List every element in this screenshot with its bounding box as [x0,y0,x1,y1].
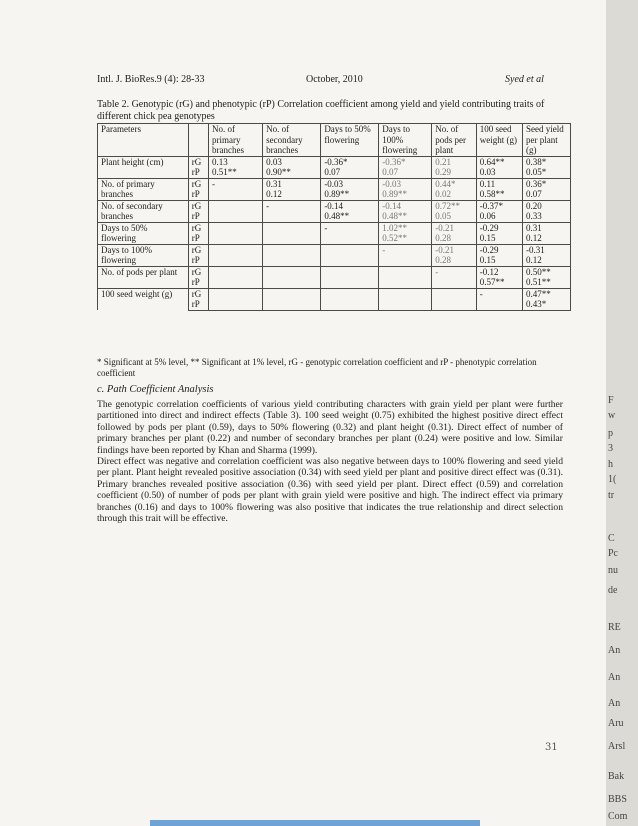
cell-secondary-branches: - [263,200,321,211]
cell-seed-yield: 0.47** [523,288,571,299]
cell-coef-type: rG [188,266,208,277]
cell-100-seed-weight: 0.15 [476,255,522,266]
table-row [98,222,571,233]
row-parameter-label: No. of secondary branches [98,200,189,222]
cell-100-seed-weight: -0.29 [476,244,522,255]
adjacent-page-fragment: Arsl [608,741,626,752]
scanner-edge-strip [150,820,480,826]
cell-100-seed-weight: 0.06 [476,211,522,222]
cell-primary-branches [208,211,262,222]
cell-days-100-flowering: 0.52** [379,233,432,244]
issue-date: October, 2010 [306,74,363,85]
col-header-days-100-flowering: Days to 100% flowering [379,124,432,157]
cell-days-100-flowering: 1.02** [379,222,432,233]
adjacent-page-fragment: F [608,395,614,406]
cell-coef-type: rG [188,222,208,233]
cell-coef-type: rG [188,178,208,189]
table-caption-text: Genotypic (rG) and phenotypic (rP) Correlation coefficient among yield and yield contributing traits of different chick pea genotypes [97,99,545,122]
adjacent-page-fragment: C [608,533,615,544]
adjacent-page-fragment: tr [608,490,615,501]
cell-days-50-flowering: -0.14 [321,200,379,211]
cell-secondary-branches [263,211,321,222]
table-row [98,178,571,189]
body-paragraph: The genotypic correlation coefficients of various yield contributing characters with grain yield per plant were further partitioned into direct and indirect effects (Table 3). 100 seed weight (0.75) exhibited the highest positive direct effect followed by pods per plant (0.59), days to 50% flowering (0.32) and plant height (0.31). Direct effect of number of primary branches per plant (0.22) and number of secondary branches per plant (0.24) were positive and low. Similar findings have been reported by Khan and Sharma (1999). [97,399,563,456]
cell-days-100-flowering: -0.14 [379,200,432,211]
section-heading: c. Path Coefficient Analysis [97,384,214,395]
cell-primary-branches [208,244,262,255]
cell-pods-per-plant [432,288,477,299]
cell-pods-per-plant: 0.21 [432,156,477,167]
cell-primary-branches [208,299,262,310]
col-header-pods-per-plant: No. of pods per plant [432,124,477,157]
cell-primary-branches [208,200,262,211]
cell-100-seed-weight: -0.29 [476,222,522,233]
cell-secondary-branches: 0.12 [263,189,321,200]
cell-secondary-branches [263,277,321,288]
cell-pods-per-plant: 0.02 [432,189,477,200]
cell-coef-type: rG [188,156,208,167]
table-caption [97,99,567,123]
cell-coef-type: rG [188,288,208,299]
table-caption-label: Table 2. [97,99,130,110]
cell-100-seed-weight: 0.64** [476,156,522,167]
cell-seed-yield: 0.51** [523,277,571,288]
cell-pods-per-plant [432,299,477,310]
cell-seed-yield: 0.33 [523,211,571,222]
col-header-coefficient-type [188,124,208,157]
cell-secondary-branches [263,255,321,266]
cell-primary-branches: - [208,178,262,189]
cell-coef-type: rG [188,244,208,255]
cell-days-100-flowering: -0.03 [379,178,432,189]
cell-100-seed-weight [476,299,522,310]
page-number: 31 [545,742,558,753]
adjacent-page-fragment: p [608,428,613,439]
cell-pods-per-plant: -0.21 [432,244,477,255]
adjacent-page-fragment: Pc [608,548,618,559]
cell-seed-yield: 0.50** [523,266,571,277]
cell-100-seed-weight: 0.15 [476,233,522,244]
cell-pods-per-plant: 0.72** [432,200,477,211]
cell-days-100-flowering [379,277,432,288]
col-header-secondary-branches: No. of secondary branches [263,124,321,157]
journal-citation: Intl. J. BioRes.9 (4): 28-33 [97,74,205,85]
cell-secondary-branches [263,244,321,255]
row-parameter-label: Plant height (cm) [98,156,189,178]
cell-primary-branches: 0.13 [208,156,262,167]
author-running-head: Syed et al [505,74,544,85]
cell-pods-per-plant: 0.44* [432,178,477,189]
cell-days-50-flowering [321,244,379,255]
adjacent-page-fragment: w [608,410,616,421]
body-paragraph: Direct effect was negative and correlation coefficient was also negative between days to 100% flowering and seed yield per plant. Plant height revealed positive association (0.34) with seed yield per plant and positive direct effect was (0.31). Primary branches revealed positive association (0.36) with seed yield per plant. Direct effect (0.59) and correlation coefficient (0.50) of number of pods per plant with grain yield were positive and high. The indirect effect via primary branches (0.16) and days to 100% flowering was also positive that indicates the true relationship and direct selection through this trait will be effective. [97,456,563,525]
cell-100-seed-weight: - [476,288,522,299]
cell-primary-branches [208,266,262,277]
cell-days-100-flowering: 0.89** [379,189,432,200]
cell-seed-yield: 0.36* [523,178,571,189]
cell-100-seed-weight: 0.11 [476,178,522,189]
cell-100-seed-weight: 0.58** [476,189,522,200]
cell-secondary-branches: 0.03 [263,156,321,167]
cell-seed-yield: 0.31 [523,222,571,233]
table-row [98,288,571,299]
cell-100-seed-weight: 0.57** [476,277,522,288]
table-body [98,156,571,310]
adjacent-page-edge [606,0,638,826]
cell-days-100-flowering [379,288,432,299]
adjacent-page-fragment: An [608,698,621,709]
row-parameter-label: 100 seed weight (g) [98,288,189,310]
cell-days-100-flowering: 0.48** [379,211,432,222]
cell-primary-branches [208,222,262,233]
cell-coef-type: rP [188,189,208,200]
row-parameter-label: No. of primary branches [98,178,189,200]
cell-pods-per-plant [432,277,477,288]
cell-seed-yield: 0.38* [523,156,571,167]
adjacent-page-fragment: An [608,645,621,656]
cell-days-100-flowering [379,299,432,310]
cell-days-50-flowering: - [321,222,379,233]
col-header-primary-branches: No. of primary branches [208,124,262,157]
cell-days-50-flowering: 0.07 [321,167,379,178]
cell-pods-per-plant: 0.29 [432,167,477,178]
adjacent-page-fragment: 3 [608,443,613,454]
table-row [98,266,571,277]
cell-primary-branches [208,233,262,244]
row-parameter-label: Days to 50% flowering [98,222,189,244]
cell-pods-per-plant: 0.28 [432,255,477,266]
row-parameter-label: Days to 100% flowering [98,244,189,266]
cell-seed-yield: 0.07 [523,189,571,200]
adjacent-page-fragment: de [608,585,618,596]
table-header-row [98,124,571,157]
adjacent-page-fragment: Bak [608,771,625,782]
cell-days-50-flowering [321,255,379,266]
cell-days-50-flowering: -0.03 [321,178,379,189]
cell-coef-type: rP [188,211,208,222]
cell-primary-branches: 0.51** [208,167,262,178]
adjacent-page-fragment: An [608,672,621,683]
adjacent-page-fragment: BBS [608,794,627,805]
adjacent-page-fragment: 1( [608,474,617,485]
cell-100-seed-weight: -0.37* [476,200,522,211]
cell-primary-branches [208,288,262,299]
cell-seed-yield: 0.43* [523,299,571,310]
cell-days-50-flowering: 0.89** [321,189,379,200]
table-footnote: * Significant at 5% level, ** Significant at 1% level, rG - genotypic correlation coefficient and rP - phenotypic correlation coefficient [97,357,537,378]
cell-secondary-branches [263,288,321,299]
cell-seed-yield: 0.12 [523,233,571,244]
cell-secondary-branches: 0.31 [263,178,321,189]
cell-days-100-flowering [379,266,432,277]
cell-pods-per-plant: -0.21 [432,222,477,233]
cell-days-50-flowering [321,277,379,288]
cell-secondary-branches [263,222,321,233]
table-row [98,156,571,167]
cell-secondary-branches [263,233,321,244]
col-header-100-seed-weight: 100 seed weight (g) [476,124,522,157]
cell-coef-type: rG [188,200,208,211]
adjacent-page-fragment: Aru [608,718,624,729]
col-header-parameters: Parameters [98,124,189,157]
row-parameter-label: No. of pods per plant [98,266,189,288]
cell-days-100-flowering: -0.36* [379,156,432,167]
correlation-table [97,123,571,311]
cell-primary-branches [208,255,262,266]
adjacent-page-fragment: Com [608,811,628,822]
cell-days-50-flowering [321,299,379,310]
col-header-seed-yield: Seed yield per plant (g) [523,124,571,157]
cell-primary-branches [208,277,262,288]
cell-days-100-flowering [379,255,432,266]
cell-coef-type: rP [188,299,208,310]
cell-days-50-flowering [321,233,379,244]
cell-100-seed-weight: 0.03 [476,167,522,178]
cell-seed-yield: 0.20 [523,200,571,211]
cell-pods-per-plant: - [432,266,477,277]
section-body [97,399,563,524]
cell-days-50-flowering: 0.48** [321,211,379,222]
table-row [98,200,571,211]
cell-seed-yield: 0.05* [523,167,571,178]
cell-pods-per-plant: 0.28 [432,233,477,244]
adjacent-page-fragment: h [608,459,613,470]
cell-coef-type: rP [188,277,208,288]
table-row [98,244,571,255]
cell-secondary-branches [263,266,321,277]
cell-primary-branches [208,189,262,200]
cell-secondary-branches [263,299,321,310]
cell-100-seed-weight: -0.12 [476,266,522,277]
adjacent-page-fragment: RE [608,622,621,633]
cell-coef-type: rP [188,167,208,178]
cell-days-50-flowering [321,266,379,277]
cell-coef-type: rP [188,233,208,244]
adjacent-page-fragment: nu [608,565,618,576]
cell-coef-type: rP [188,255,208,266]
cell-days-50-flowering [321,288,379,299]
cell-seed-yield: -0.31 [523,244,571,255]
cell-days-50-flowering: -0.36* [321,156,379,167]
col-header-days-50-flowering: Days to 50% flowering [321,124,379,157]
cell-seed-yield: 0.12 [523,255,571,266]
cell-secondary-branches: 0.90** [263,167,321,178]
cell-days-100-flowering: 0.07 [379,167,432,178]
cell-days-100-flowering: - [379,244,432,255]
cell-pods-per-plant: 0.05 [432,211,477,222]
